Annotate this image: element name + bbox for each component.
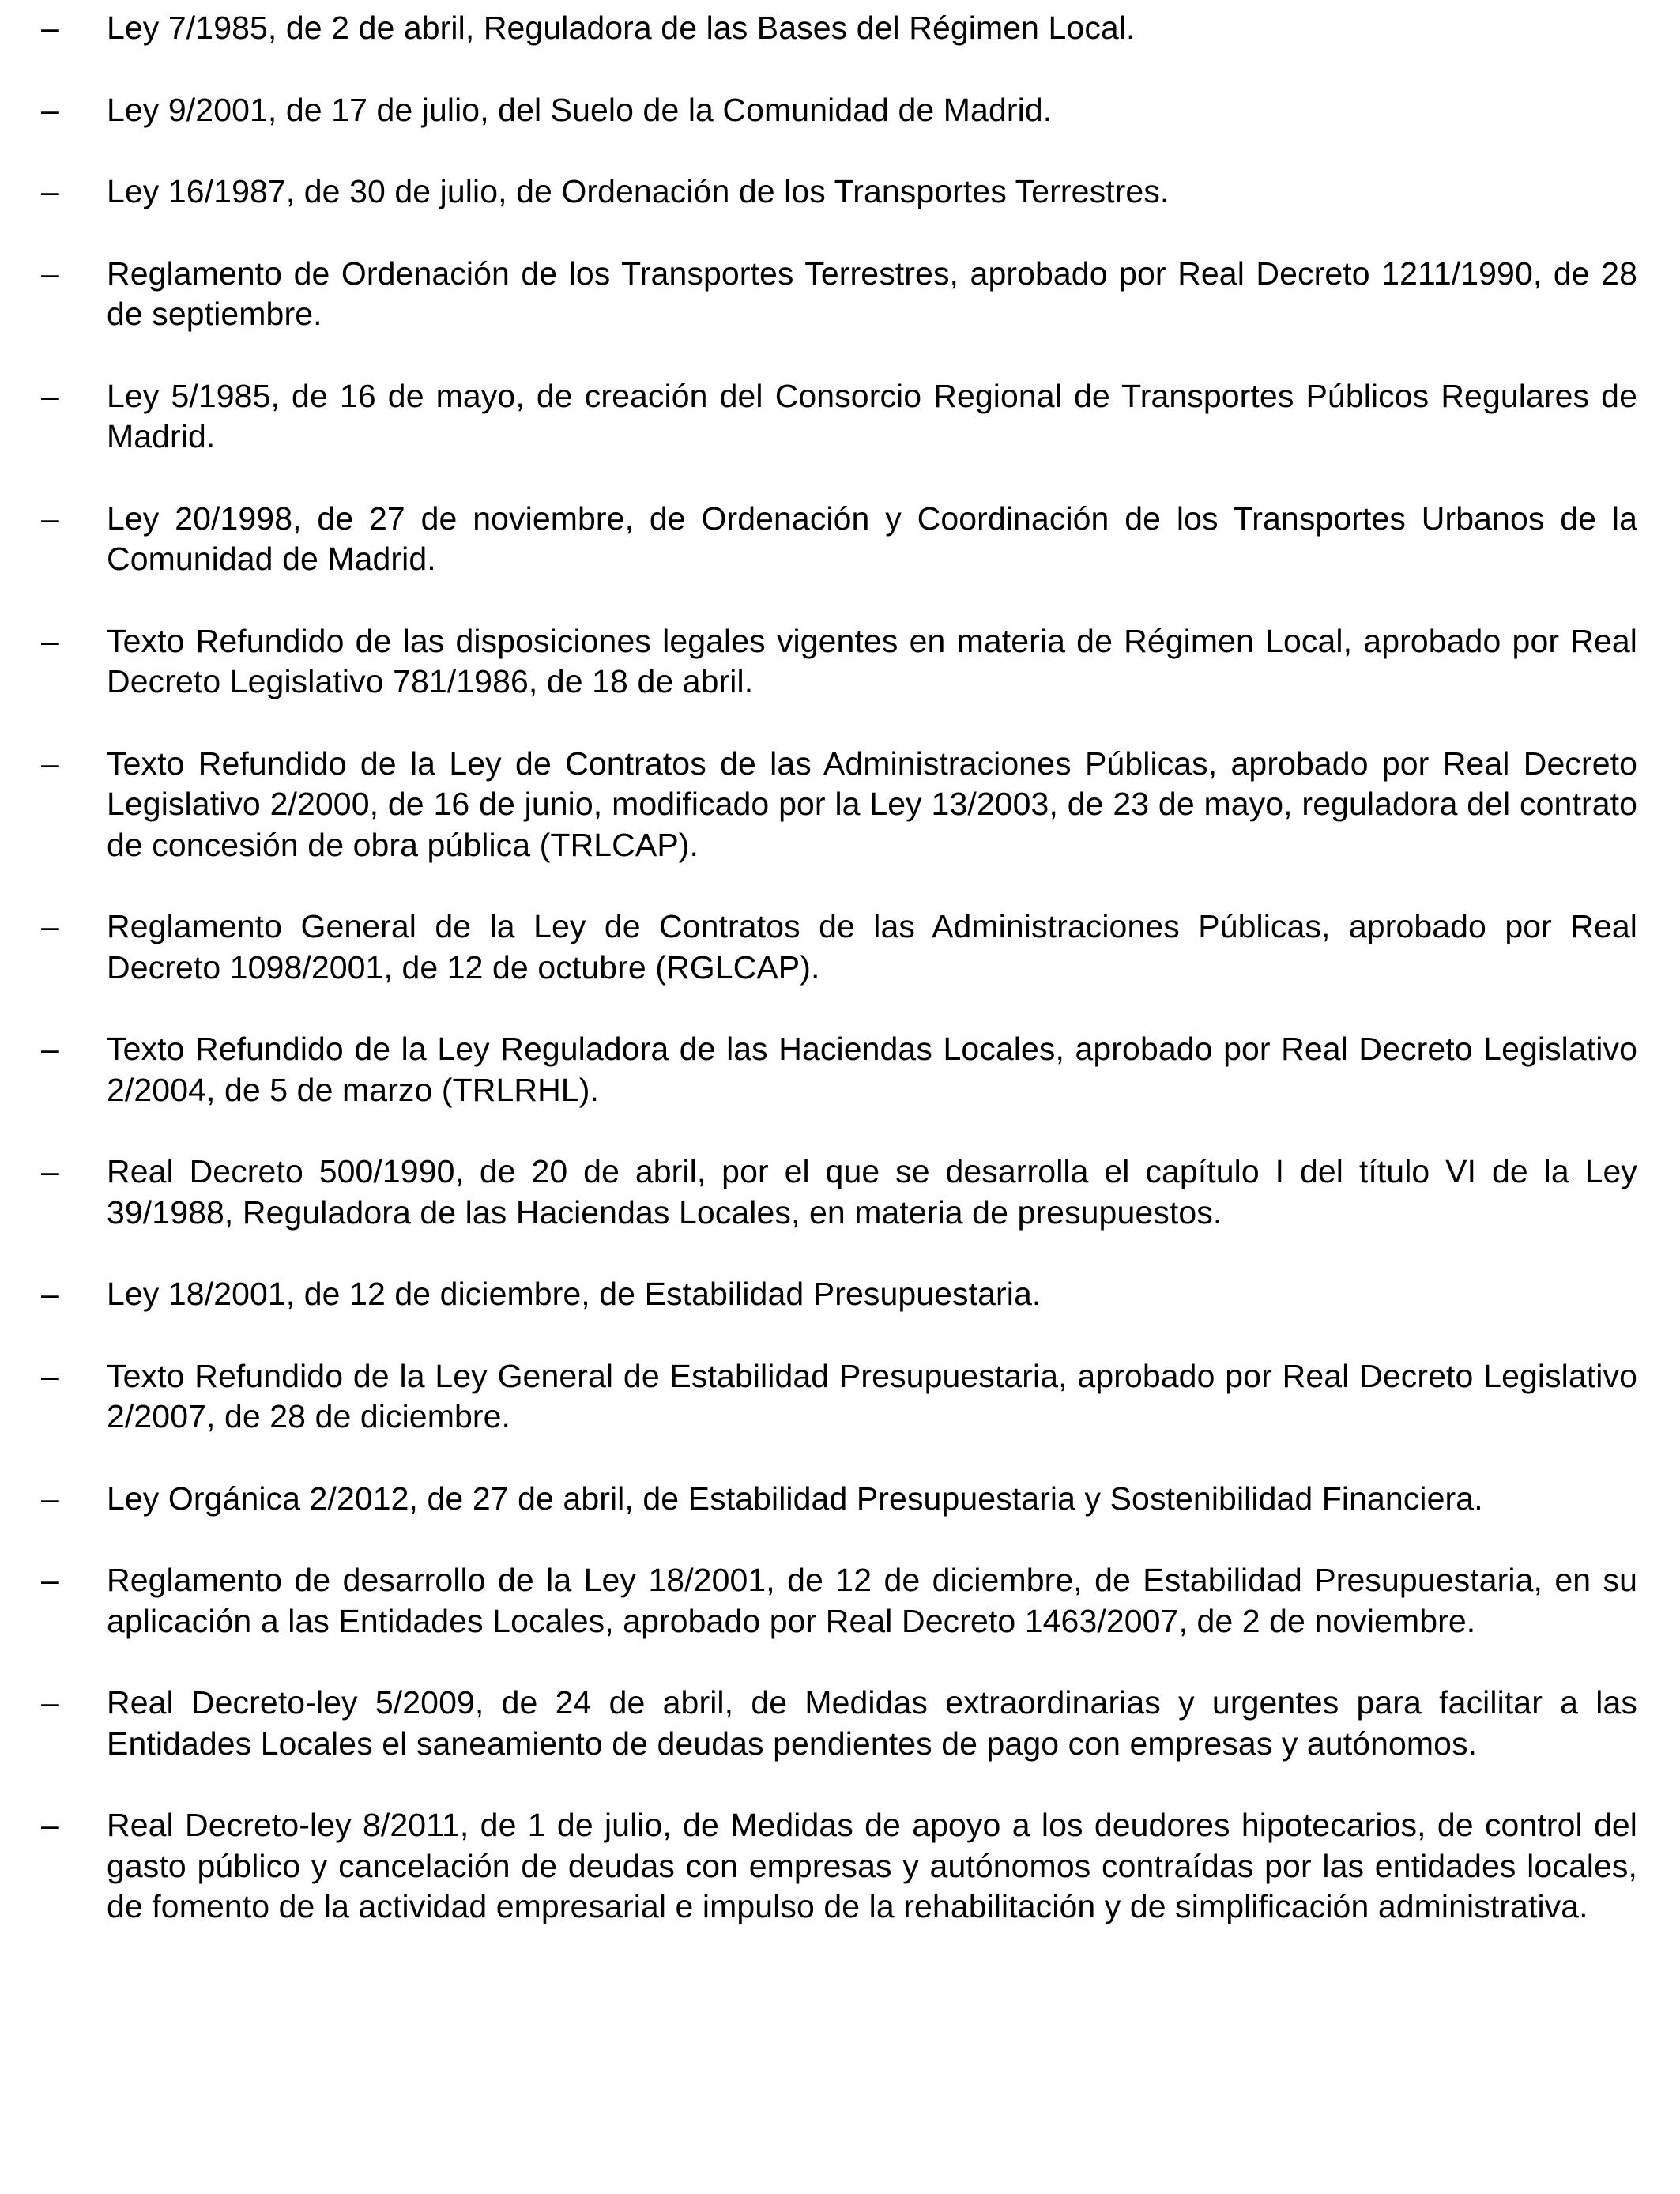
list-item-text: Ley 9/2001, de 17 de julio, del Suelo de la Comunidad de Madrid. bbox=[107, 91, 1053, 128]
list-item bbox=[41, 254, 1637, 335]
list-item bbox=[41, 499, 1637, 580]
dash-bullet: – bbox=[41, 1153, 59, 1189]
dash-bullet: – bbox=[41, 9, 59, 46]
list-item-text: Texto Refundido de la Ley Reguladora de las Haciendas Locales, aprobado por Real Decreto Legislativo 2/2004, de 5 de marzo (TRLRHL). bbox=[107, 1031, 1637, 1108]
list-item bbox=[41, 1029, 1637, 1110]
list-item-text: Ley 7/1985, de 2 de abril, Reguladora de las Bases del Régimen Local. bbox=[107, 9, 1136, 46]
list-item-text: Reglamento de desarrollo de la Ley 18/2001, de 12 de diciembre, de Estabilidad Presupuestaria, en su aplicación a las Entidades Locales, aprobado por Real Decreto 1463/2007, de 2 de noviembre. bbox=[107, 1562, 1637, 1639]
list-item bbox=[41, 744, 1637, 866]
dash-bullet: – bbox=[41, 377, 59, 414]
dash-bullet: – bbox=[41, 1807, 59, 1843]
list-item-text: Reglamento General de la Ley de Contratos de las Administraciones Públicas, aprobado por Real Decreto 1098/2001, de 12 de octubre (RGLCAP). bbox=[107, 908, 1637, 986]
legislation-list bbox=[41, 8, 1637, 1969]
list-item bbox=[41, 1805, 1637, 1928]
list-item-text: Ley Orgánica 2/2012, de 27 de abril, de Estabilidad Presupuestaria y Sostenibilidad Financiera. bbox=[107, 1480, 1483, 1517]
dash-bullet: – bbox=[41, 499, 59, 537]
dash-bullet: – bbox=[41, 254, 59, 292]
list-item-text: Reglamento de Ordenación de los Transportes Terrestres, aprobado por Real Decreto 1211/1990, de 28 de septiembre. bbox=[107, 254, 1637, 332]
list-item-text: Texto Refundido de la Ley de Contratos de las Administraciones Públicas, aprobado por Real Decreto Legislativo 2/2000, de 16 de junio, modificado por la Ley 13/2003, de 23 de mayo, reguladora del contrato de concesión de obra pública (TRLCAP). bbox=[107, 745, 1637, 863]
list-item bbox=[41, 8, 1637, 49]
list-item bbox=[41, 376, 1637, 458]
dash-bullet: – bbox=[41, 622, 59, 659]
dash-bullet: – bbox=[41, 173, 59, 209]
list-item bbox=[41, 621, 1637, 703]
list-item bbox=[41, 1152, 1637, 1233]
dash-bullet: – bbox=[41, 1480, 59, 1517]
dash-bullet: – bbox=[41, 1031, 59, 1067]
list-item-text: Ley 5/1985, de 16 de mayo, de creación del Consorcio Regional de Transportes Públicos Regulares de Madrid. bbox=[107, 377, 1637, 454]
list-item-text: Real Decreto-ley 5/2009, de 24 de abril, de Medidas extraordinarias y urgentes para facilitar a las Entidades Locales el saneamiento de deudas pendientes de pago con empresas y autónomos. bbox=[107, 1684, 1637, 1762]
dash-bullet: – bbox=[41, 745, 59, 782]
list-item bbox=[41, 1356, 1637, 1438]
list-item bbox=[41, 1479, 1637, 1520]
list-item-text: Real Decreto-ley 8/2011, de 1 de julio, de Medidas de apoyo a los deudores hipotecarios, de control del gasto público y cancelación de deudas con empresas y autónomos contraídas por las entidades locales, de fomento de la actividad empresarial e impulso de la rehabilitación y de simplificación administrativa. bbox=[107, 1807, 1637, 1924]
list-item bbox=[41, 1683, 1637, 1764]
dash-bullet: – bbox=[41, 1684, 59, 1721]
list-item-text: Real Decreto 500/1990, de 20 de abril, por el que se desarrolla el capítulo I del título VI de la Ley 39/1988, Reguladora de las Haciendas Locales, en materia de presupuestos. bbox=[107, 1153, 1637, 1231]
list-item-text: Ley 16/1987, de 30 de julio, de Ordenación de los Transportes Terrestres. bbox=[107, 173, 1170, 209]
dash-bullet: – bbox=[41, 1276, 59, 1312]
dash-bullet: – bbox=[41, 91, 59, 128]
list-item bbox=[41, 907, 1637, 988]
list-item bbox=[41, 172, 1637, 213]
list-item-text: Texto Refundido de la Ley General de Estabilidad Presupuestaria, aprobado por Real Decreto Legislativo 2/2007, de 28 de diciembre. bbox=[107, 1357, 1637, 1434]
list-item bbox=[41, 90, 1637, 131]
dash-bullet: – bbox=[41, 908, 59, 944]
list-item-text: Ley 18/2001, de 12 de diciembre, de Estabilidad Presupuestaria. bbox=[107, 1276, 1042, 1312]
dash-bullet: – bbox=[41, 1357, 59, 1394]
list-item bbox=[41, 1560, 1637, 1642]
list-item bbox=[41, 1274, 1637, 1315]
list-item-text: Texto Refundido de las disposiciones legales vigentes en materia de Régimen Local, aprobado por Real Decreto Legislativo 781/1986, de 18 de abril. bbox=[107, 622, 1637, 699]
dash-bullet: – bbox=[41, 1562, 59, 1598]
list-item-text: Ley 20/1998, de 27 de noviembre, de Ordenación y Coordinación de los Transportes Urbanos de la Comunidad de Madrid. bbox=[107, 499, 1637, 577]
